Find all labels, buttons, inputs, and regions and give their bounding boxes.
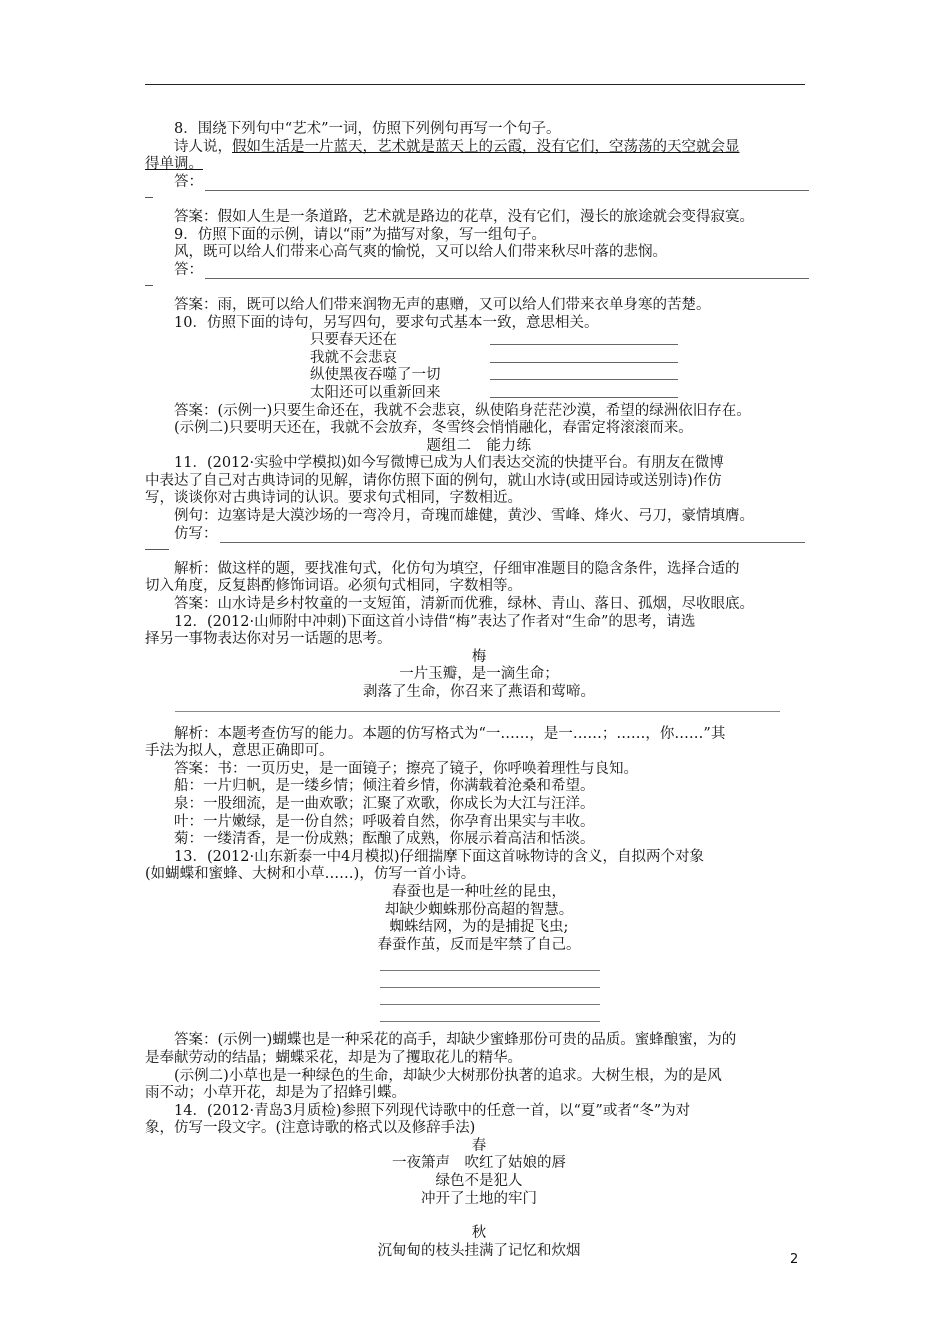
spacer: [145, 1022, 813, 1032]
question-8-prompt: 8．围绕下列句中“艺术”一词，仿照下列例句再写一个句子。: [174, 121, 561, 137]
q14-poem1-title: 春: [471, 1137, 487, 1154]
q10-poem-row: [145, 367, 813, 385]
question-13-answer-2a: (示例二)小草也是一种绿色的生命，却缺少大树那份执著的追求。大树生根，为的是风: [174, 1067, 722, 1084]
page-number: 2: [790, 1252, 799, 1267]
question-12-answer: 答案：书：一页历史，是一面镜子；擦亮了镜子，你呼唤着理性与良知。: [174, 760, 638, 777]
q10-blank[interactable]: [490, 385, 678, 398]
section-title: 题组二 能力练: [426, 437, 532, 454]
document-page: [145, 121, 813, 1260]
question-12-answer: 叶：一片嫩绿，是一份自然；呼吸着自然，你孕育出果实与丰收。: [174, 813, 595, 830]
dash-mark: [145, 549, 169, 550]
question-12-line-2: 择另一事物表达你对另一话题的思考。: [145, 631, 392, 648]
q10-poem-line: 我就不会悲哀: [310, 349, 397, 366]
question-8-answer: 答案：假如人生是一条道路，艺术就是路边的花草，没有它们，漫长的旅途就会变得寂寞。: [174, 208, 754, 225]
q14-poem1-line: 一夜箫声 吹红了姑娘的唇: [392, 1155, 566, 1172]
spacer: [145, 543, 813, 561]
question-13-line-1: 13．(2012·山东新泰一中4月模拟)仔细揣摩下面这首咏物诗的含义，自拟两个对象: [174, 848, 704, 865]
q8-example-prefix: 诗人说，: [174, 138, 232, 155]
question-10-answer-2: (示例二)只要明天还在，我就不会放弃，冬雪终会悄悄融化，春雷定将滚滚而来。: [174, 420, 693, 437]
question-11-analysis-2: 切入角度，反复斟酌修饰词语。必须句式相同，字数相等。: [145, 578, 522, 595]
q8-answer-line[interactable]: [145, 174, 813, 192]
q13-poem-line: 春蚕也是一种吐丝的昆虫，: [392, 883, 566, 900]
q14-poem1-line: 冲开了土地的牢门: [421, 1190, 537, 1207]
q9-answer-line[interactable]: [145, 262, 813, 280]
question-11-line-1: 11．(2012·实验中学模拟)如今写微博已成为人们表达交流的快捷平台。有朋友在微博: [174, 455, 724, 472]
question-12-answer: 船：一片归帆，是一缕乡情；倾注着乡情，你满载着沧桑和希望。: [174, 778, 595, 795]
q10-poem-row: [145, 385, 813, 403]
question-13-line-2: (如蝴蝶和蜜蜂、大树和小草……)，仿写一首小诗。: [145, 866, 476, 883]
q13-answer-blank[interactable]: [380, 954, 600, 971]
question-11-line-2: 中表达了自己对古典诗词的见解，请你仿照下面的例句，就山水诗(或田园诗或送别诗)作仿: [145, 472, 722, 489]
spacer: [145, 1208, 813, 1225]
q13-answer-blank[interactable]: [380, 988, 600, 1005]
q14-poem2-line: 沉甸甸的枝头挂满了记忆和炊烟: [377, 1242, 581, 1259]
question-9-example: 风，既可以给人们带来心高气爽的愉悦，又可以给人们带来秋尽叶落的悲悯。: [174, 244, 667, 261]
q12-answer-blank[interactable]: [175, 702, 780, 712]
question-11-example: 例句：边塞诗是大漠沙场的一弯冷月，奇瑰而雄健，黄沙、雪峰、烽火、弓刀，豪情填膺。: [174, 508, 754, 525]
q10-poem-line: 纵使黑夜吞噬了一切: [310, 367, 441, 384]
question-13-answer-2b: 雨不动；小草开花，却是为了招蜂引蝶。: [145, 1085, 406, 1102]
q9-answer-label: 答：: [174, 261, 203, 278]
q13-poem-line: 蜘蛛结网，为的是捕捉飞虫;: [389, 919, 569, 936]
header-rule: [145, 84, 805, 85]
q11-answer-line[interactable]: [145, 526, 813, 544]
question-8-example: [145, 139, 813, 157]
q10-poem-row: [145, 332, 813, 350]
question-13-answer-1b: 是奉献劳动的结晶；蝴蝶采花，却是为了攫取花儿的精华。: [145, 1049, 522, 1066]
spacer: [145, 712, 813, 726]
q13-answer-blank[interactable]: [380, 971, 600, 988]
spacer: [145, 191, 813, 209]
q10-poem-line: 太阳还可以重新回来: [310, 384, 441, 401]
q13-answer-blank[interactable]: [380, 1005, 600, 1022]
question-13-answer-1a: 答案：(示例一)蝴蝶也是一种采花的高手，却缺少蜜蜂那份可贵的品质。蜜蜂酿蜜，为的: [174, 1032, 737, 1049]
question-9-answer: 答案：雨，既可以给人们带来润物无声的惠赠，又可以给人们带来衣单身寒的苦楚。: [174, 296, 711, 313]
q10-poem-line: 只要春天还在: [310, 332, 397, 349]
dash-mark: [145, 197, 153, 198]
q13-poem-line: 却缺少蜘蛛那份高超的智慧。: [384, 901, 574, 918]
q11-answer-blank[interactable]: [220, 530, 805, 543]
spacer: [145, 279, 813, 297]
q14-poem2-title: 秋: [471, 1225, 487, 1242]
question-14-line-2: 象，仿写一段文字。(注意诗歌的格式以及修辞手法): [145, 1120, 476, 1137]
question-11-analysis-1: 解析：做这样的题，要找准句式，化仿句为填空，仔细审准题目的隐含条件，选择合适的: [174, 560, 740, 577]
question-11-line-3: 写，谈谈你对古典诗词的认识。要求句式相同，字数相近。: [145, 490, 522, 507]
q8-example-underlined: 假如生活是一片蓝天，艺术就是蓝天上的云霞，没有它们，空荡荡的天空就会显: [232, 138, 740, 155]
q8-answer-label: 答：: [174, 173, 203, 190]
q10-blank[interactable]: [490, 350, 678, 363]
q8-answer-blank[interactable]: [205, 178, 809, 191]
question-10-prompt: 10．仿照下面的诗句，另写四句，要求句式基本一致，意思相关。: [174, 314, 599, 331]
question-9-prompt: 9．仿照下面的示例，请以“雨”为描写对象，写一组句子。: [174, 226, 547, 243]
dash-mark: [145, 285, 153, 286]
question-12-analysis-1: 解析：本题考查仿写的能力。本题的仿写格式为“一……，是一……；……，你……”其: [174, 725, 726, 742]
q8-example-cont: 得单调。: [145, 156, 203, 173]
q12-poem-line: 一片玉瓣，是一滴生命；: [399, 666, 559, 683]
q9-answer-blank[interactable]: [205, 266, 809, 279]
q11-answer-label: 仿写：: [174, 525, 218, 542]
q12-poem-line: 剥落了生命，你召来了燕语和莺啼。: [363, 684, 595, 700]
question-12-analysis-2: 手法为拟人，意思正确即可。: [145, 743, 334, 760]
q10-blank[interactable]: [490, 332, 678, 345]
question-12-line-1: 12．(2012·山师附中冲刺)下面这首小诗借“梅”表达了作者对“生命”的思考，请选: [174, 613, 696, 630]
q14-poem1-line: 绿色不是犯人: [435, 1173, 523, 1190]
question-14-line-1: 14．(2012·青岛3月质检)参照下列现代诗歌中的任意一首，以“夏”或者“冬”为对: [174, 1102, 691, 1119]
q13-poem-line: 春蚕作茧，反而是牢禁了自己。: [377, 936, 581, 953]
question-10-answer-1: 答案：(示例一)只要生命还在，我就不会悲哀，纵使陷身茫茫沙漠，希望的绿洲依旧存在。: [174, 402, 751, 419]
q12-poem-title: 梅: [471, 648, 487, 665]
q10-blank[interactable]: [490, 367, 678, 380]
question-11-answer: 答案：山水诗是乡村牧童的一支短笛，清新而优雅，绿林、青山、落日、孤烟，尽收眼底。: [174, 596, 754, 613]
q10-poem-row: [145, 350, 813, 368]
question-12-answer: 菊：一缕清香，是一份成熟；酝酿了成熟，你展示着高洁和恬淡。: [174, 831, 595, 848]
question-12-answer: 泉：一股细流，是一曲欢歌；汇聚了欢歌，你成长为大江与汪洋。: [174, 795, 595, 812]
